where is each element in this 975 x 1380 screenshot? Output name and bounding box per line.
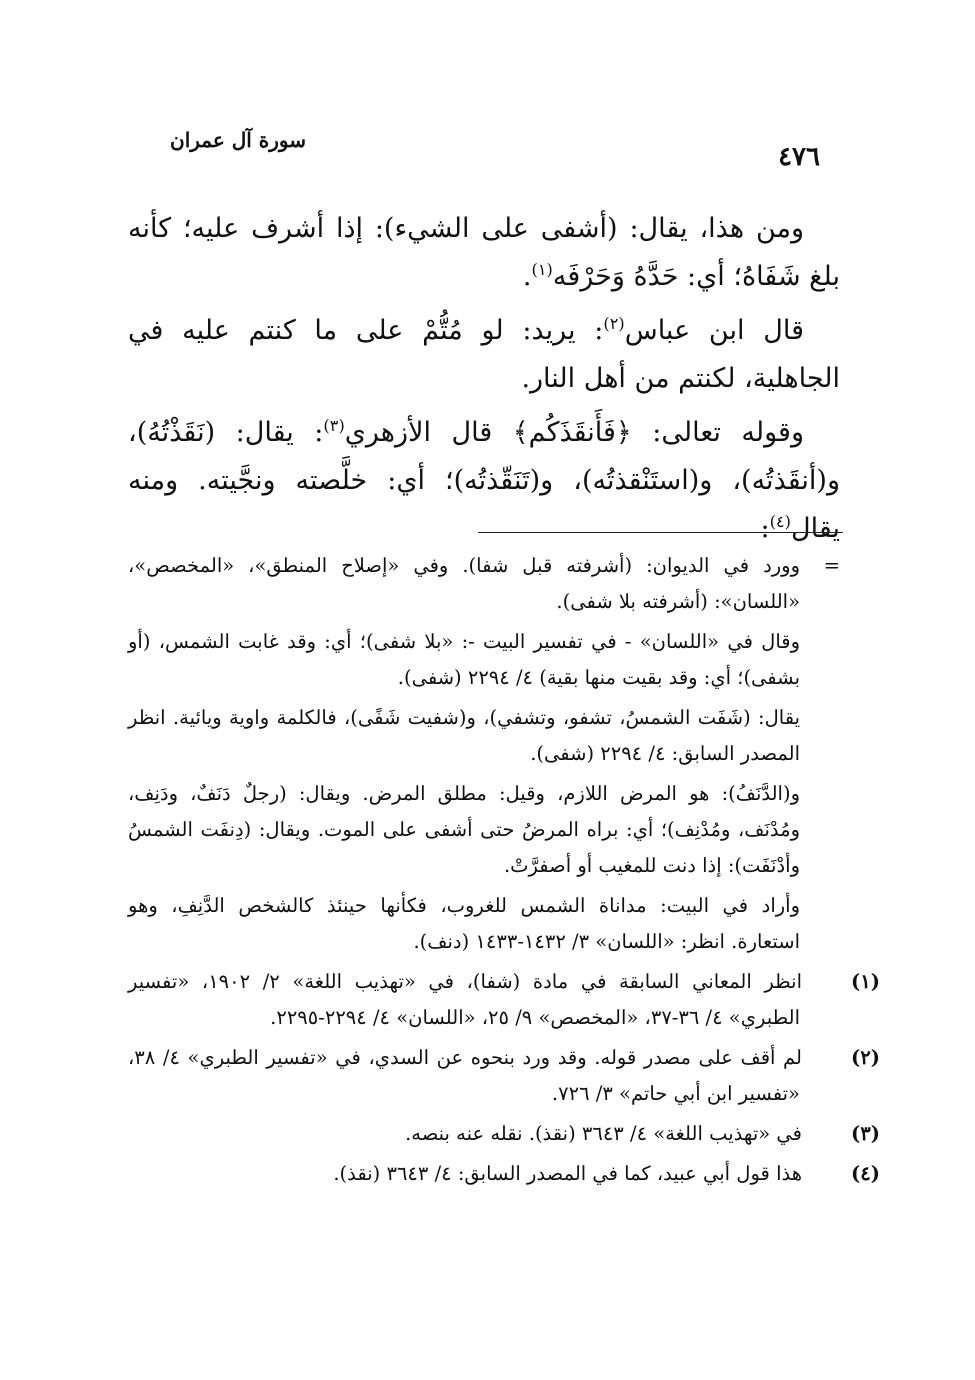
continuation-line: وقال في «اللسان» - في تفسير البيت -: «بلا شفى)؛ أي: وقد غابت الشمس، (أو بشفى)؛ أي: وقد بقيت منها بقية) ٤/ ٢٢٩٤ (شفى). [128, 630, 800, 689]
main-text [128, 205, 840, 553]
para3-text-c: : [760, 513, 770, 544]
footnote-number: (٢) [851, 1046, 880, 1069]
footnote-4 [128, 1156, 880, 1192]
footnote-ref-3: (٣) [323, 416, 345, 435]
footnotes [128, 548, 880, 1196]
footnote-3 [128, 1116, 880, 1152]
footnote-text: انظر المعاني السابقة في مادة (شفا)، في «تهذيب اللغة» ٢/ ١٩٠٢، «تفسير الطبري» ٤/ ٣٦-٣٧، «المخصص» ٩/ ٢٥، «اللسان» ٤/ ٢٢٩٤-٢٢٩٥. [128, 970, 802, 1029]
footnote-text: لم أقف على مصدر قوله. وقد ورد بنحوه عن السدي، في «تفسير الطبري» ٤/ ٣٨، «تفسير ابن أبي حاتم» ٣/ ٧٢٦. [128, 1046, 802, 1105]
footnote-number: (٤) [851, 1162, 880, 1185]
continuation-line: وأراد في البيت: مداناة الشمس للغروب، فكأنها حينئذ كالشخص الدَّنِفِ، وهو استعارة. انظر: «اللسان» ٣/ ١٤٣٢-١٤٣٣ (دنف). [128, 894, 800, 953]
para2-text-a: قال ابن عباس [624, 315, 804, 346]
paragraph-2 [128, 307, 840, 403]
para1-text: ومن هذا، يقال: (أشفى على الشيء): إذا أشرف عليه؛ كأنه بلغ شَفَاهُ؛ أي: حَدَّهُ وَحَرْفَه [128, 213, 840, 292]
footnote-ref-1: (١) [531, 260, 553, 279]
footnote-text: في «تهذيب اللغة» ٤/ ٣٦٤٣ (نقذ). نقله عنه بنصه. [405, 1122, 802, 1145]
footnote-number: (١) [851, 970, 880, 993]
continuation-marker: = [823, 554, 840, 577]
para3-text-a: وقوله تعالى: ﴿فَأَنقَذَكُم﴾ قال الأزهري [344, 417, 804, 448]
footnote-number: (٣) [851, 1122, 880, 1145]
paragraph-1 [128, 205, 840, 301]
footnote-ref-4: (٤) [769, 512, 791, 531]
footnote-2 [128, 1040, 880, 1112]
footnote-1 [128, 964, 880, 1036]
para3-text-b: : يقال: (نَقَذْتُهُ)، و(أنقَذتُه)، و(استَنْقذتُه)، و(تَنَقّذتُه)؛ أي: خلَّصته ونجَّيته. ومنه يقال [128, 417, 840, 544]
page-number: ٤٧٦ [778, 142, 820, 172]
footnote-ref-2: (٢) [603, 314, 625, 333]
surah-title: سورة آل عمران [170, 128, 307, 152]
footnote-separator [478, 532, 843, 533]
footnote-continuation [128, 548, 840, 960]
para1-end: . [522, 261, 532, 292]
continuation-line: يقال: (شَفَت الشمسُ، تشفو، وتشفي)، و(شفيت شَفًى)، فالكلمة واوية ويائية. انظر المصدر السابق: ٤/ ٢٢٩٤ (شفى). [128, 706, 800, 765]
continuation-line: وورد في الديوان: (أشرفته قبل شفا). وفي «إصلاح المنطق»، «المخصص»، «اللسان»: (أشرفته بلا شفى). [128, 554, 800, 613]
continuation-line: و(الدَّنَفُ): هو المرض اللازم، وقيل: مطلق المرض. ويقال: (رجلٌ دَنَفٌ، ودَنِف، ومُدْنَف، ومُدْنِف)؛ أي: براه المرضُ حتى أشفى على الموت. ويقال: (دِنفَت الشمسُ وأدْنَفَت): إذا دنت للمغيب أو أصفرَّتْ. [128, 782, 800, 877]
footnote-text: هذا قول أبي عبيد، كما في المصدر السابق: ٤/ ٣٦٤٣ (نقذ). [333, 1162, 802, 1185]
para2-text-b: : يريد: لو مُتُّمْ على ما كنتم عليه في الجاهلية، لكنتم من أهل النار. [128, 315, 840, 394]
